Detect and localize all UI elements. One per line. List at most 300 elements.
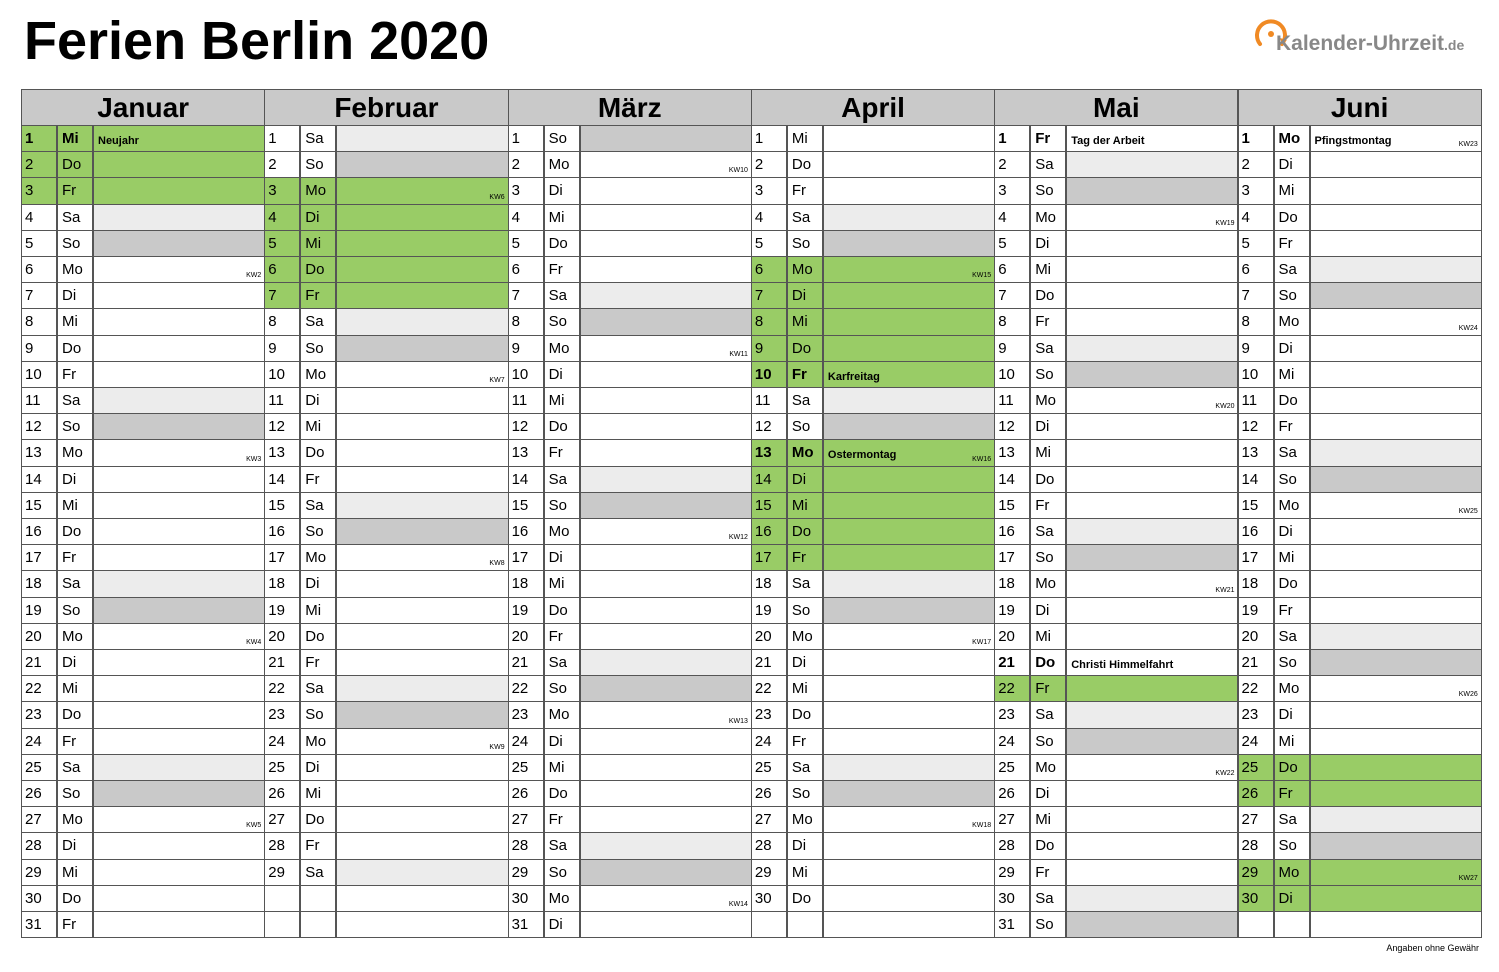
day-number: 21 [508, 650, 544, 676]
day-number: 9 [1238, 336, 1274, 362]
day-note[interactable] [1066, 414, 1238, 440]
day-note[interactable] [336, 178, 508, 204]
weekday: Fr [787, 178, 823, 204]
day-number: 27 [21, 807, 57, 833]
day-note[interactable] [823, 886, 995, 912]
day-note[interactable] [93, 676, 265, 702]
day-number: 19 [264, 598, 300, 624]
day-note[interactable] [93, 440, 265, 466]
day-note[interactable] [336, 545, 508, 571]
day-note[interactable] [1310, 807, 1482, 833]
holiday-name: Tag der Arbeit [1071, 135, 1145, 147]
day-note[interactable] [336, 414, 508, 440]
day-note[interactable] [1066, 807, 1238, 833]
day-number: 29 [264, 860, 300, 886]
day-note[interactable] [93, 702, 265, 728]
logo-tld: .de [1444, 37, 1465, 53]
day-note[interactable] [1066, 624, 1238, 650]
day-note[interactable] [1066, 257, 1238, 283]
day-note[interactable] [580, 807, 752, 833]
day-note[interactable] [336, 283, 508, 309]
day-note[interactable] [336, 205, 508, 231]
day-note[interactable] [336, 860, 508, 886]
weekday: Do [1030, 833, 1066, 859]
day-note[interactable] [823, 519, 995, 545]
weekday: Fr [1030, 309, 1066, 335]
weekday: Fr [300, 833, 336, 859]
weekday: Di [787, 650, 823, 676]
day-note[interactable] [1066, 912, 1238, 938]
day-number: 10 [751, 362, 787, 388]
weekday: Mi [787, 860, 823, 886]
day-note[interactable] [1310, 309, 1482, 335]
day-note[interactable] [1066, 860, 1238, 886]
holiday-name: Christi Himmelfahrt [1071, 659, 1174, 671]
day-number: 14 [751, 467, 787, 493]
weekday: Mi [300, 598, 336, 624]
day-note[interactable] [1066, 440, 1238, 466]
week-number: KW2 [246, 272, 262, 280]
day-number: 24 [264, 729, 300, 755]
day-note[interactable] [823, 624, 995, 650]
day-note[interactable] [1310, 781, 1482, 807]
day-note[interactable] [1310, 152, 1482, 178]
day-note[interactable] [823, 860, 995, 886]
day-note[interactable] [93, 781, 265, 807]
day-note[interactable] [1310, 545, 1482, 571]
day-note[interactable] [823, 493, 995, 519]
day-note[interactable] [93, 257, 265, 283]
day-note[interactable] [1066, 283, 1238, 309]
day-note[interactable] [823, 807, 995, 833]
day-note[interactable] [580, 886, 752, 912]
weekday: Do [300, 440, 336, 466]
day-note[interactable] [1066, 781, 1238, 807]
day-note[interactable] [93, 729, 265, 755]
weekday [1274, 912, 1310, 938]
day-note[interactable] [1310, 886, 1482, 912]
day-note[interactable] [580, 545, 752, 571]
weekday: Mi [300, 231, 336, 257]
weekday: So [544, 309, 580, 335]
day-note[interactable] [1310, 519, 1482, 545]
day-note[interactable] [823, 702, 995, 728]
day-note[interactable] [580, 126, 752, 152]
weekday: Fr [57, 178, 93, 204]
weekday: Di [544, 362, 580, 388]
day-note[interactable] [93, 807, 265, 833]
day-note[interactable] [1066, 598, 1238, 624]
weekday: Sa [300, 676, 336, 702]
day-number: 6 [994, 257, 1030, 283]
day-note[interactable] [336, 650, 508, 676]
day-note[interactable] [580, 833, 752, 859]
day-note[interactable] [93, 231, 265, 257]
day-note[interactable] [580, 336, 752, 362]
day-note[interactable] [1310, 676, 1482, 702]
day-note[interactable] [93, 650, 265, 676]
day-note[interactable] [1310, 414, 1482, 440]
day-note[interactable] [823, 362, 995, 388]
day-note[interactable] [1310, 231, 1482, 257]
day-note[interactable] [1066, 388, 1238, 414]
day-note[interactable] [1310, 833, 1482, 859]
day-number: 15 [751, 493, 787, 519]
day-note[interactable] [1066, 467, 1238, 493]
day-number: 26 [508, 781, 544, 807]
day-note[interactable] [823, 912, 995, 938]
weekday: Mo [300, 729, 336, 755]
day-note[interactable] [1066, 702, 1238, 728]
day-note[interactable] [1066, 205, 1238, 231]
day-note[interactable] [336, 598, 508, 624]
day-note[interactable] [823, 414, 995, 440]
day-note[interactable] [580, 912, 752, 938]
day-note[interactable] [580, 467, 752, 493]
day-number: 29 [508, 860, 544, 886]
weekday: Mi [300, 781, 336, 807]
day-number: 5 [264, 231, 300, 257]
weekday: Sa [787, 755, 823, 781]
day-note[interactable] [1310, 440, 1482, 466]
day-note[interactable] [580, 676, 752, 702]
weekday: Di [544, 178, 580, 204]
brand-logo[interactable] [1252, 14, 1492, 70]
weekday: Do [1274, 388, 1310, 414]
day-note[interactable] [93, 467, 265, 493]
day-note[interactable] [580, 440, 752, 466]
day-note[interactable] [1310, 912, 1482, 938]
day-number: 13 [751, 440, 787, 466]
weekday: So [57, 231, 93, 257]
day-number: 14 [264, 467, 300, 493]
day-note[interactable] [336, 257, 508, 283]
day-number: 12 [994, 414, 1030, 440]
day-note[interactable] [336, 676, 508, 702]
day-note[interactable] [93, 571, 265, 597]
day-number: 23 [751, 702, 787, 728]
weekday: Mo [544, 152, 580, 178]
day-note[interactable] [1310, 598, 1482, 624]
day-note[interactable] [823, 755, 995, 781]
day-note[interactable] [336, 755, 508, 781]
weekday: Mo [544, 702, 580, 728]
day-note[interactable] [93, 624, 265, 650]
day-note[interactable] [823, 729, 995, 755]
day-note[interactable] [1310, 388, 1482, 414]
day-number: 10 [1238, 362, 1274, 388]
weekday: Mo [787, 440, 823, 466]
day-note[interactable] [823, 545, 995, 571]
day-note[interactable] [336, 833, 508, 859]
day-note[interactable] [1310, 571, 1482, 597]
day-note[interactable] [580, 231, 752, 257]
day-note[interactable] [93, 362, 265, 388]
day-number: 11 [264, 388, 300, 414]
day-note[interactable] [1310, 493, 1482, 519]
day-note[interactable] [1066, 309, 1238, 335]
day-note[interactable] [1310, 650, 1482, 676]
day-note[interactable] [1066, 545, 1238, 571]
day-note[interactable] [1310, 283, 1482, 309]
day-note[interactable] [580, 781, 752, 807]
weekday: Mi [1030, 624, 1066, 650]
day-note[interactable] [580, 598, 752, 624]
day-number: 2 [751, 152, 787, 178]
day-note[interactable] [580, 650, 752, 676]
day-note[interactable] [580, 755, 752, 781]
weekday: Do [787, 702, 823, 728]
day-number: 10 [264, 362, 300, 388]
day-note[interactable] [580, 729, 752, 755]
day-note[interactable] [1310, 362, 1482, 388]
day-note[interactable] [336, 152, 508, 178]
day-note[interactable] [336, 781, 508, 807]
day-note[interactable] [93, 598, 265, 624]
day-note[interactable] [336, 571, 508, 597]
day-number: 7 [751, 283, 787, 309]
day-note[interactable] [336, 493, 508, 519]
day-note[interactable] [1310, 178, 1482, 204]
day-note[interactable] [823, 231, 995, 257]
day-number: 8 [751, 309, 787, 335]
day-note[interactable] [1310, 860, 1482, 886]
day-number: 15 [508, 493, 544, 519]
day-note[interactable] [336, 231, 508, 257]
day-note[interactable] [93, 388, 265, 414]
weekday: Di [1030, 598, 1066, 624]
day-note[interactable] [580, 309, 752, 335]
week-number: KW27 [1458, 874, 1478, 882]
day-note[interactable] [1310, 729, 1482, 755]
day-number: 16 [751, 519, 787, 545]
day-note[interactable] [823, 467, 995, 493]
day-note[interactable] [93, 886, 265, 912]
weekday: Mo [1274, 309, 1310, 335]
day-note[interactable] [823, 833, 995, 859]
day-note[interactable] [823, 440, 995, 466]
day-number: 7 [508, 283, 544, 309]
day-number: 21 [1238, 650, 1274, 676]
day-number: 24 [994, 729, 1030, 755]
day-note[interactable] [580, 388, 752, 414]
day-note[interactable] [1066, 178, 1238, 204]
day-note[interactable] [336, 729, 508, 755]
day-note[interactable] [336, 362, 508, 388]
day-note[interactable] [823, 126, 995, 152]
weekday: Sa [544, 467, 580, 493]
day-number: 8 [21, 309, 57, 335]
day-note[interactable] [1310, 205, 1482, 231]
weekday: Fr [300, 467, 336, 493]
day-note[interactable] [1066, 571, 1238, 597]
weekday: Do [544, 598, 580, 624]
day-note[interactable] [1310, 257, 1482, 283]
day-note[interactable] [93, 126, 265, 152]
day-note[interactable] [823, 650, 995, 676]
day-number: 21 [994, 650, 1030, 676]
day-number: 25 [508, 755, 544, 781]
day-note[interactable] [823, 781, 995, 807]
day-note[interactable] [580, 205, 752, 231]
day-number: 12 [264, 414, 300, 440]
weekday [787, 912, 823, 938]
day-number: 26 [751, 781, 787, 807]
day-note[interactable] [93, 414, 265, 440]
day-note[interactable] [1310, 467, 1482, 493]
weekday: Di [1274, 702, 1310, 728]
day-number: 23 [21, 702, 57, 728]
day-note[interactable] [336, 702, 508, 728]
day-number: 9 [264, 336, 300, 362]
day-note[interactable] [1310, 126, 1482, 152]
day-note[interactable] [1066, 676, 1238, 702]
day-number: 2 [508, 152, 544, 178]
day-number: 2 [1238, 152, 1274, 178]
day-note[interactable] [823, 178, 995, 204]
weekday: Do [300, 807, 336, 833]
day-number: 17 [21, 545, 57, 571]
day-note[interactable] [93, 493, 265, 519]
day-number: 11 [1238, 388, 1274, 414]
weekday: Fr [1274, 231, 1310, 257]
day-note[interactable] [1066, 755, 1238, 781]
day-note[interactable] [823, 571, 995, 597]
day-note[interactable] [580, 860, 752, 886]
day-note[interactable] [580, 571, 752, 597]
day-number: 31 [994, 912, 1030, 938]
day-note[interactable] [823, 257, 995, 283]
weekday: Sa [1274, 807, 1310, 833]
day-note[interactable] [93, 833, 265, 859]
weekday: Mi [57, 309, 93, 335]
day-note[interactable] [580, 152, 752, 178]
day-number: 18 [508, 571, 544, 597]
day-note[interactable] [93, 545, 265, 571]
day-note[interactable] [93, 519, 265, 545]
day-note[interactable] [823, 388, 995, 414]
weekday: Mi [300, 414, 336, 440]
weekday: Di [544, 545, 580, 571]
day-note[interactable] [1310, 336, 1482, 362]
month-header: Januar [21, 89, 265, 126]
day-note[interactable] [93, 205, 265, 231]
day-note[interactable] [1066, 729, 1238, 755]
weekday: So [1274, 283, 1310, 309]
week-number: KW4 [246, 638, 262, 646]
day-note[interactable] [336, 309, 508, 335]
day-note[interactable] [1066, 126, 1238, 152]
day-note[interactable] [823, 152, 995, 178]
weekday: Fr [1030, 126, 1066, 152]
day-note[interactable] [580, 519, 752, 545]
day-note[interactable] [336, 807, 508, 833]
day-number: 1 [994, 126, 1030, 152]
day-number: 13 [508, 440, 544, 466]
day-note[interactable] [93, 178, 265, 204]
day-number: 8 [264, 309, 300, 335]
day-number: 26 [21, 781, 57, 807]
day-number: 27 [508, 807, 544, 833]
day-note[interactable] [93, 912, 265, 938]
day-number: 4 [508, 205, 544, 231]
day-note[interactable] [336, 336, 508, 362]
day-note[interactable] [336, 624, 508, 650]
day-number: 28 [1238, 833, 1274, 859]
day-note[interactable] [336, 886, 508, 912]
day-note[interactable] [336, 467, 508, 493]
day-note[interactable] [1066, 650, 1238, 676]
day-number: 18 [264, 571, 300, 597]
day-note[interactable] [336, 388, 508, 414]
day-note[interactable] [580, 257, 752, 283]
day-note[interactable] [1066, 886, 1238, 912]
weekday: Fr [544, 807, 580, 833]
day-note[interactable] [823, 309, 995, 335]
day-note[interactable] [1066, 519, 1238, 545]
day-number: 16 [21, 519, 57, 545]
week-number: KW10 [728, 167, 748, 175]
day-note[interactable] [336, 440, 508, 466]
week-number: KW15 [972, 272, 992, 280]
weekday: So [787, 781, 823, 807]
day-note[interactable] [580, 702, 752, 728]
day-note[interactable] [1066, 493, 1238, 519]
day-note[interactable] [1066, 231, 1238, 257]
day-note[interactable] [93, 283, 265, 309]
week-number: KW7 [489, 376, 505, 384]
weekday: Fr [300, 283, 336, 309]
day-note[interactable] [1066, 152, 1238, 178]
weekday: Fr [1030, 860, 1066, 886]
day-note[interactable] [1066, 833, 1238, 859]
day-note[interactable] [580, 283, 752, 309]
day-number: 15 [1238, 493, 1274, 519]
day-note[interactable] [580, 493, 752, 519]
day-note[interactable] [580, 362, 752, 388]
day-note[interactable] [336, 519, 508, 545]
day-note[interactable] [1066, 336, 1238, 362]
day-note[interactable] [336, 912, 508, 938]
weekday: Mo [57, 257, 93, 283]
day-number: 28 [751, 833, 787, 859]
day-note[interactable] [93, 755, 265, 781]
day-note[interactable] [580, 414, 752, 440]
day-note[interactable] [823, 336, 995, 362]
weekday: Fr [57, 729, 93, 755]
day-note[interactable] [823, 283, 995, 309]
day-note[interactable] [93, 860, 265, 886]
day-note[interactable] [93, 152, 265, 178]
day-note[interactable] [1310, 702, 1482, 728]
day-note[interactable] [1310, 755, 1482, 781]
day-note[interactable] [823, 676, 995, 702]
day-number: 19 [994, 598, 1030, 624]
holiday-name: Ostermontag [827, 449, 897, 462]
weekday: Mi [1030, 257, 1066, 283]
day-note[interactable] [580, 624, 752, 650]
day-note[interactable] [1066, 362, 1238, 388]
weekday: Mi [544, 571, 580, 597]
day-note[interactable] [823, 205, 995, 231]
day-note[interactable] [580, 178, 752, 204]
day-number: 30 [21, 886, 57, 912]
day-note[interactable] [93, 309, 265, 335]
day-note[interactable] [823, 598, 995, 624]
day-note[interactable] [1310, 624, 1482, 650]
day-note[interactable] [93, 336, 265, 362]
day-note[interactable] [336, 126, 508, 152]
